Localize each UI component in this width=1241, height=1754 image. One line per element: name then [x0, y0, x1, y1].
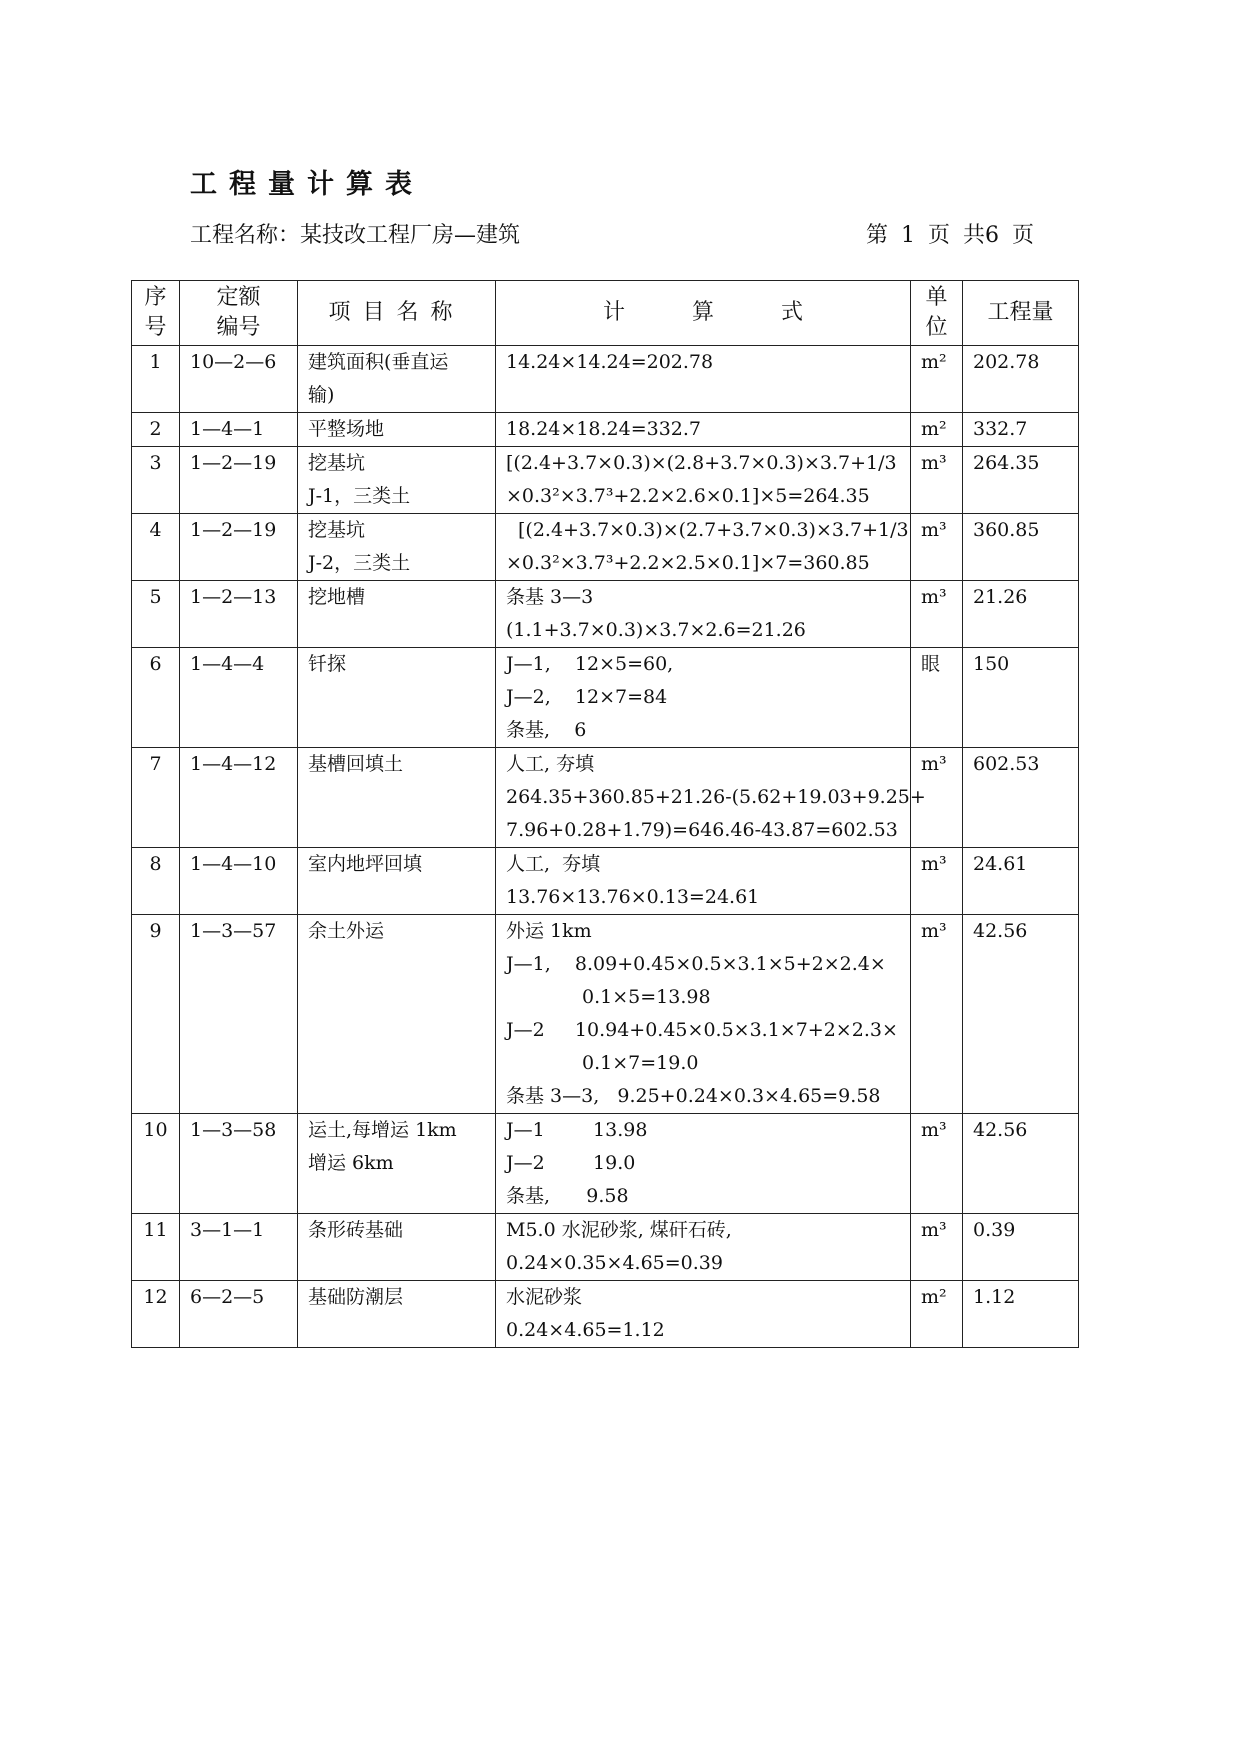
unit: m³	[911, 1114, 963, 1214]
formula-line: J—2 19.0	[506, 1152, 636, 1174]
table-row	[132, 748, 1079, 848]
table-row	[132, 1214, 1079, 1281]
formula	[496, 1114, 911, 1214]
formula-line: 条基 3—3, 9.25+0.24×0.3×4.65=9.58	[506, 1085, 881, 1107]
quota-code: 1—2—13	[180, 581, 298, 648]
header-name: 项目名称	[298, 281, 496, 346]
quantity: 332.7	[963, 413, 1079, 447]
table-row	[132, 346, 1079, 413]
formula	[496, 346, 911, 413]
quota-code: 1—4—10	[180, 848, 298, 915]
row-number: 11	[132, 1214, 180, 1281]
item-name-line: 挖地槽	[308, 586, 366, 608]
item-name-line: 运土,每增运 1km	[308, 1119, 457, 1141]
header-code	[180, 281, 298, 346]
table-row	[132, 514, 1079, 581]
unit: m³	[911, 1214, 963, 1281]
formula-line: 0.24×0.35×4.65=0.39	[506, 1252, 723, 1274]
item-name-line: 平整场地	[308, 418, 385, 440]
formula-line: 人工, 夯填	[506, 753, 595, 775]
unit: m³	[911, 748, 963, 848]
header-code-label: 定额编号	[216, 285, 261, 340]
item-name	[298, 648, 496, 748]
row-number: 6	[132, 648, 180, 748]
unit: m³	[911, 915, 963, 1114]
formula-line: J—1, 8.09+0.45×0.5×3.1×5+2×2.4×	[506, 953, 886, 975]
quota-code: 1—2—19	[180, 514, 298, 581]
calculation-table	[131, 280, 1079, 1348]
item-name	[298, 1281, 496, 1348]
unit: m³	[911, 581, 963, 648]
table-row	[132, 413, 1079, 447]
project-name: 工程名称：某技改工程厂房—建筑	[190, 223, 521, 248]
formula-line: 人工, 夯填	[506, 853, 601, 875]
unit: m²	[911, 413, 963, 447]
item-name-line: 输)	[308, 384, 335, 406]
formula-line: 264.35+360.85+21.26-(5.62+19.03+9.25+	[506, 786, 926, 808]
formula-line: ×0.3²×3.7³+2.2×2.6×0.1]×5=264.35	[506, 485, 870, 507]
header-no	[132, 281, 180, 346]
item-name	[298, 1114, 496, 1214]
formula-line: 0.1×7=19.0	[582, 1052, 699, 1074]
item-name	[298, 514, 496, 581]
unit: m³	[911, 447, 963, 514]
formula-line: ×0.3²×3.7³+2.2×2.5×0.1]×7=360.85	[506, 552, 870, 574]
table-header-row	[132, 281, 1079, 346]
page-title: 工程量计算表	[190, 169, 424, 200]
row-number: 10	[132, 1114, 180, 1214]
quota-code: 1—3—57	[180, 915, 298, 1114]
quota-code: 1—3—58	[180, 1114, 298, 1214]
quantity: 42.56	[963, 1114, 1079, 1214]
header-qty: 工程量	[963, 281, 1079, 346]
row-number: 9	[132, 915, 180, 1114]
quota-code: 1—4—1	[180, 413, 298, 447]
formula-line: 18.24×18.24=332.7	[506, 418, 702, 440]
quantity: 360.85	[963, 514, 1079, 581]
row-number: 8	[132, 848, 180, 915]
header-formula: 计 算 式	[496, 281, 911, 346]
quota-code: 1—4—4	[180, 648, 298, 748]
table-row	[132, 447, 1079, 514]
formula-line: 0.24×4.65=1.12	[506, 1319, 665, 1341]
formula-line: J—1, 12×5=60,	[506, 653, 674, 675]
quota-code: 6—2—5	[180, 1281, 298, 1348]
item-name-line: 建筑面积(垂直运	[308, 351, 449, 373]
formula-line: J—1 13.98	[506, 1119, 648, 1141]
quota-code: 3—1—1	[180, 1214, 298, 1281]
quota-code: 1—2—19	[180, 447, 298, 514]
item-name-line: 条形砖基础	[308, 1219, 404, 1241]
formula-line: 水泥砂浆	[506, 1286, 583, 1308]
item-name	[298, 1214, 496, 1281]
item-name-line: 室内地坪回填	[308, 853, 423, 875]
unit: m²	[911, 1281, 963, 1348]
formula	[496, 1214, 911, 1281]
formula	[496, 581, 911, 648]
quota-code: 10—2—6	[180, 346, 298, 413]
table-row	[132, 1281, 1079, 1348]
formula-line: J—2 10.94+0.45×0.5×3.1×7+2×2.3×	[506, 1019, 898, 1041]
item-name	[298, 915, 496, 1114]
table-row	[132, 915, 1079, 1114]
quantity: 202.78	[963, 346, 1079, 413]
formula-line: (1.1+3.7×0.3)×3.7×2.6=21.26	[506, 619, 806, 641]
formula-line: 条基 3—3	[506, 586, 594, 608]
row-number: 12	[132, 1281, 180, 1348]
quantity: 264.35	[963, 447, 1079, 514]
formula-line: J—2, 12×7=84	[506, 686, 668, 708]
header-unit-label: 单位	[925, 285, 948, 340]
item-name	[298, 581, 496, 648]
row-number: 3	[132, 447, 180, 514]
item-name	[298, 413, 496, 447]
table-row	[132, 648, 1079, 748]
item-name-line: 基础防潮层	[308, 1286, 404, 1308]
unit: m³	[911, 848, 963, 915]
item-name	[298, 346, 496, 413]
row-number: 5	[132, 581, 180, 648]
item-name	[298, 447, 496, 514]
formula	[496, 748, 926, 848]
item-name-line: 挖基坑	[308, 452, 366, 474]
item-name-line: 余土外运	[308, 920, 385, 942]
table-row	[132, 1114, 1079, 1214]
item-name-line: 增运 6km	[308, 1152, 394, 1174]
formula	[496, 648, 911, 748]
formula-line: 条基, 9.58	[506, 1185, 629, 1207]
row-number: 2	[132, 413, 180, 447]
header-no-label: 序号	[144, 285, 167, 340]
formula-line: 外运 1km	[506, 920, 592, 942]
formula-line: 0.1×5=13.98	[582, 986, 711, 1008]
row-number: 7	[132, 748, 180, 848]
formula-line: M5.0 水泥砂浆, 煤矸石砖,	[506, 1219, 732, 1241]
quota-code: 1—4—12	[180, 748, 298, 848]
item-name-line: 挖基坑	[308, 519, 366, 541]
item-name-line: J-2，三类土	[308, 552, 411, 574]
header-unit	[911, 281, 963, 346]
formula-line: 7.96+0.28+1.79)=646.46-43.87=602.53	[506, 819, 898, 841]
formula	[496, 447, 911, 514]
quantity: 24.61	[963, 848, 1079, 915]
quantity: 1.12	[963, 1281, 1079, 1348]
formula	[496, 514, 911, 581]
item-name	[298, 848, 496, 915]
quantity: 602.53	[963, 748, 1079, 848]
formula	[496, 915, 911, 1114]
unit: 眼	[911, 648, 963, 748]
item-name-line: 钎探	[308, 653, 347, 675]
quantity: 21.26	[963, 581, 1079, 648]
quantity: 42.56	[963, 915, 1079, 1114]
formula-line: 13.76×13.76×0.13=24.61	[506, 886, 760, 908]
formula-line: [(2.4+3.7×0.3)×(2.7+3.7×0.3)×3.7+1/3	[518, 519, 909, 541]
formula-line: 条基, 6	[506, 719, 587, 741]
formula-line: 14.24×14.24=202.78	[506, 351, 714, 373]
unit: m²	[911, 346, 963, 413]
formula	[496, 848, 911, 915]
item-name-line: 基槽回填土	[308, 753, 404, 775]
page-number: 第 1 页 共6 页	[866, 223, 1034, 248]
table-row	[132, 848, 1079, 915]
quantity: 150	[963, 648, 1079, 748]
formula-line: [(2.4+3.7×0.3)×(2.8+3.7×0.3)×3.7+1/3	[506, 452, 897, 474]
item-name-line: J-1，三类土	[308, 485, 411, 507]
quantity: 0.39	[963, 1214, 1079, 1281]
formula	[496, 1281, 911, 1348]
formula	[496, 413, 911, 447]
row-number: 1	[132, 346, 180, 413]
row-number: 4	[132, 514, 180, 581]
unit: m³	[911, 514, 963, 581]
table-row	[132, 581, 1079, 648]
item-name	[298, 748, 496, 848]
